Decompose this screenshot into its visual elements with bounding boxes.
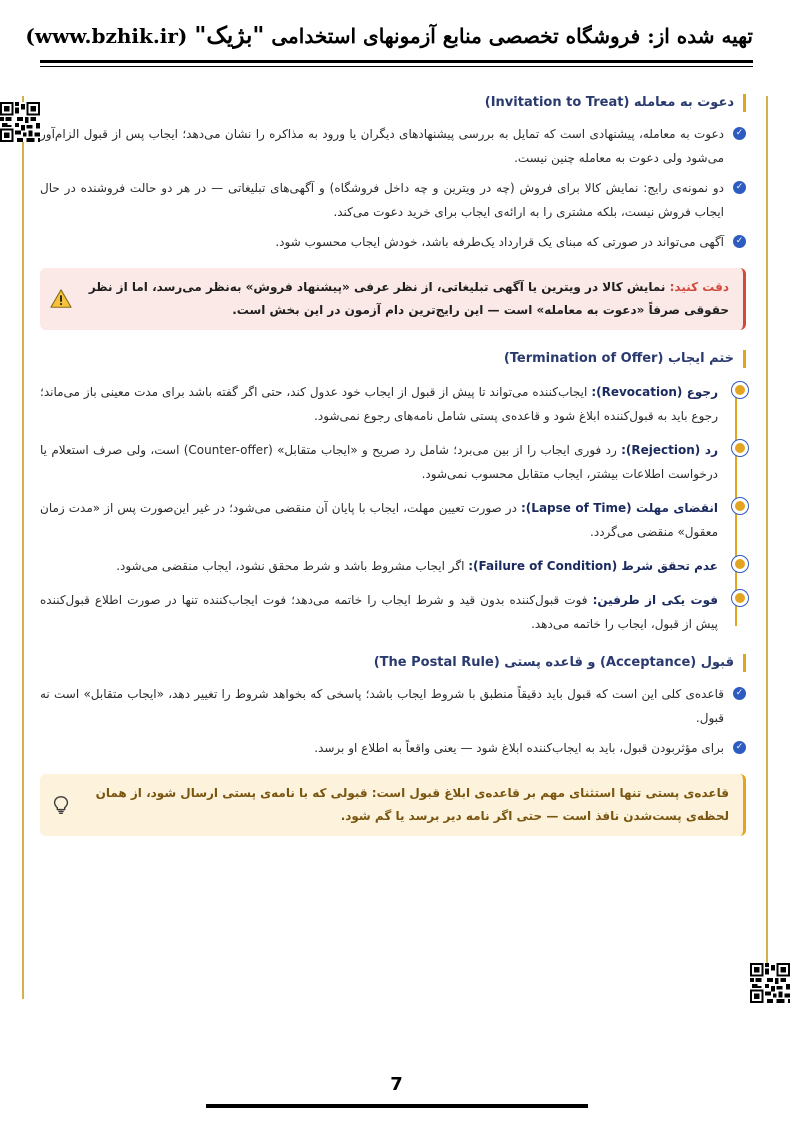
footer-rule: [206, 1104, 588, 1108]
header-prefix: تهیه شده از: فروشگاه تخصصی منابع آزمونهای استخدامی: [271, 24, 753, 48]
termination-list: [40, 380, 746, 636]
bullet-dot-icon: [735, 385, 745, 395]
tip-callout: [40, 774, 746, 836]
list-item: ✓ دعوت به معامله، پیشنهادی است که تمایل به بررسی پیشنهادهای دیگران یا ورود به مذاکره را نشان می‌دهد؛ ایجاب پس از قبول الزام‌آور می‌شود ولی دعوت به معامله چنین نیست.: [40, 122, 746, 170]
list-item: ✓ دو نمونه‌ی رایج: نمایش کالا برای فروش (چه در ویترین و چه داخل فروشگاه) و آگهی‌های تبلیغاتی — در هر دو حالت فروشنده در حال ایجاب فروش نیست، بلکه مشتری را به ارائه‌ی ایجاب برای خرید دعوت می‌کند.: [40, 176, 746, 224]
section-title-acceptance: قبول (Acceptance) و قاعده پستی (The Postal Rule): [40, 652, 746, 674]
left-border-line: [22, 96, 24, 999]
invitation-list: [40, 122, 746, 254]
page-header: [25, 22, 753, 49]
header-rule-thick: [40, 60, 753, 63]
lightbulb-icon: [50, 794, 72, 816]
bullet-dot-icon: [735, 443, 745, 453]
tip-text: قاعده‌ی پستی تنها استثنای مهم بر قاعده‌ی ابلاغ قبول است: قبولی که با نامه‌ی پستی ارسال شود، از همان لحظه‌ی پست‌شدن نافذ است — حتی اگر نامه دیر برسد یا گم شود.: [95, 786, 729, 823]
list-item: انقضای مهلت (Lapse of Time): در صورت تعیین مهلت، ایجاب با پایان آن منقضی می‌شود؛ در غیر این‌صورت پس از «مدت زمان معقول» منقضی می‌گردد.: [40, 496, 718, 544]
header-url: (www.bzhik.ir): [25, 24, 188, 48]
check-circle-icon: ✓: [733, 741, 746, 754]
list-item: ✓ آگهی می‌تواند در صورتی که مبنای یک قرارداد یک‌طرفه باشد، خودش ایجاب محسوب شود.: [40, 230, 746, 254]
acceptance-list: [40, 682, 746, 760]
check-circle-icon: ✓: [733, 127, 746, 140]
warning-label: دقت کنید:: [669, 280, 729, 294]
check-circle-icon: ✓: [733, 235, 746, 248]
page-content: [40, 92, 746, 836]
list-item: ✓ قاعده‌ی کلی این است که قبول باید دقیقاً منطبق با شروط ایجاب باشد؛ پاسخی که بخواهد شروط را تغییر دهد، «ایجاب متقابل» است نه قبول.: [40, 682, 746, 730]
list-item: فوت یکی از طرفین: فوت قبول‌کننده بدون قید و شرط ایجاب را خاتمه می‌دهد؛ فوت ایجاب‌کننده تنها در صورت اطلاع قبول‌کننده پیش از قبول، ایجاب را خاتمه می‌دهد.: [40, 588, 718, 636]
right-border-line: [766, 96, 768, 999]
page-number: 7: [390, 1074, 403, 1095]
bullet-dot-icon: [735, 501, 745, 511]
list-item: عدم تحقق شرط (Failure of Condition): اگر ایجاب مشروط باشد و شرط محقق نشود، ایجاب منقضی می‌شود.: [40, 554, 718, 578]
check-circle-icon: ✓: [733, 181, 746, 194]
warning-triangle-icon: [50, 288, 72, 310]
section-title-termination: ختم ایجاب (Termination of Offer): [40, 348, 746, 370]
qr-code-icon[interactable]: [750, 963, 790, 1003]
list-item: رجوع (Revocation): ایجاب‌کننده می‌تواند تا پیش از قبول از ایجاب خود عدول کند، حتی اگر گفته باشد برای مدت معینی باز می‌ماند؛ رجوع باید به قبول‌کننده ابلاغ شود و قاعده‌ی پستی شامل نامه‌های رجوع نمی‌شود.: [40, 380, 718, 428]
check-circle-icon: ✓: [733, 687, 746, 700]
bullet-dot-icon: [735, 593, 745, 603]
qr-code-icon[interactable]: [0, 102, 40, 142]
warning-callout: [40, 268, 746, 330]
bullet-dot-icon: [735, 559, 745, 569]
list-item: ✓ برای مؤثربودن قبول، باید به ایجاب‌کننده ابلاغ شود — یعنی واقعاً به اطلاع او برسد.: [40, 736, 746, 760]
list-item: رد (Rejection): رد فوری ایجاب را از بین می‌برد؛ شامل رد صریح و «ایجاب متقابل» (Counter-offer) است، ولی صرف استعلام یا درخواست اطلاعات بیشتر، ایجاب متقابل محسوب نمی‌شود.: [40, 438, 718, 486]
header-brand: "بژیک": [194, 22, 265, 49]
header-rule-thin: [40, 66, 753, 67]
section-title-invitation: دعوت به معامله (Invitation to Treat): [40, 92, 746, 114]
warning-text: نمایش کالا در ویترین یا آگهی تبلیغاتی، از نظر عرفی «پیشنهاد فروش» به‌نظر می‌رسد، اما از نظر حقوقی صرفاً «دعوت به معامله» است — این رایج‌ترین دام آزمون در این بخش است.: [88, 280, 729, 317]
